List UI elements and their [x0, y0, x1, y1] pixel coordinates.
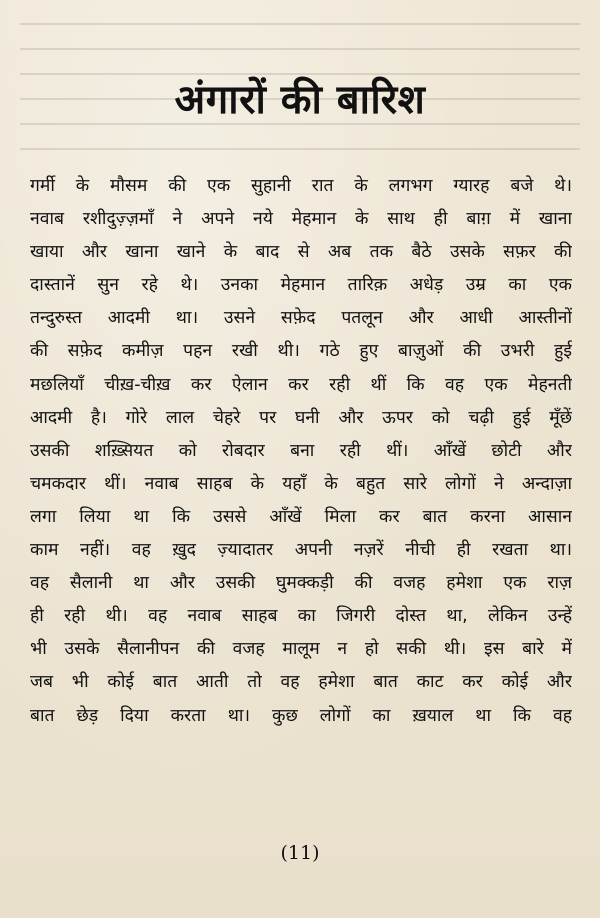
chapter-title: अंगारों की बारिश	[174, 77, 426, 123]
text-line: खाया और खाना खाने के बाद से अब तक बैठे उसके सफ़र की	[30, 242, 572, 263]
text-line: वह सैलानी था और उसकी घुमक्कड़ी की वजह हमेशा एक राज़	[30, 573, 572, 594]
text-line: आदमी है। गोरे लाल चेहरे पर घनी और ऊपर को चढ़ी हुई मूँछें	[30, 407, 572, 428]
text-line: की सफ़ेद कमीज़ पहन रखी थी। गठे हुए बाज़ुओं की उभरी हुई	[30, 341, 572, 362]
text-line: नवाब रशीदुज़्ज़माँ ने अपने नये मेहमान के साथ ही बाग़ में खाना	[30, 209, 572, 230]
text-line: उसकी शख़्सियत को रोबदार बना रही थीं। आँखें छोटी और	[30, 440, 572, 461]
page-number: (11)	[280, 842, 320, 864]
body-paragraph	[30, 170, 572, 733]
text-line: भी उसके सैलानीपन की वजह मालूम न हो सकी थी। इस बारे में	[30, 639, 572, 660]
text-line: जब भी कोई बात आती तो वह हमेशा बात काट कर कोई और	[30, 672, 572, 693]
text-line: काम नहीं। वह ख़ुद ज़्यादातर अपनी नज़रें नीची ही रखता था।	[30, 540, 572, 561]
text-line: ही रही थी। वह नवाब साहब का जिगरी दोस्त था, लेकिन उन्हें	[30, 606, 572, 627]
text-line: तन्दुरुस्त आदमी था। उसने सफ़ेद पतलून और आधी आस्तीनों	[30, 308, 572, 329]
text-line: दास्तानें सुन रहे थे। उनका मेहमान तारिक़ अधेड़ उम्र का एक	[30, 275, 572, 296]
text-line: लगा लिया था कि उससे आँखें मिला कर बात करना आसान	[30, 506, 572, 527]
text-line: बात छेड़ दिया करता था। कुछ लोगों का ख़याल था कि वह	[30, 705, 572, 726]
text-line: मछलियाँ चीख़-चीख़ कर ऐलान कर रही थीं कि वह एक मेहनती	[30, 374, 572, 395]
text-line: चमकदार थीं। नवाब साहब के यहाँ के बहुत सारे लोगों ने अन्दाज़ा	[30, 473, 572, 494]
text-line: गर्मी के मौसम की एक सुहानी रात के लगभग ग्यारह बजे थे।	[30, 176, 572, 196]
